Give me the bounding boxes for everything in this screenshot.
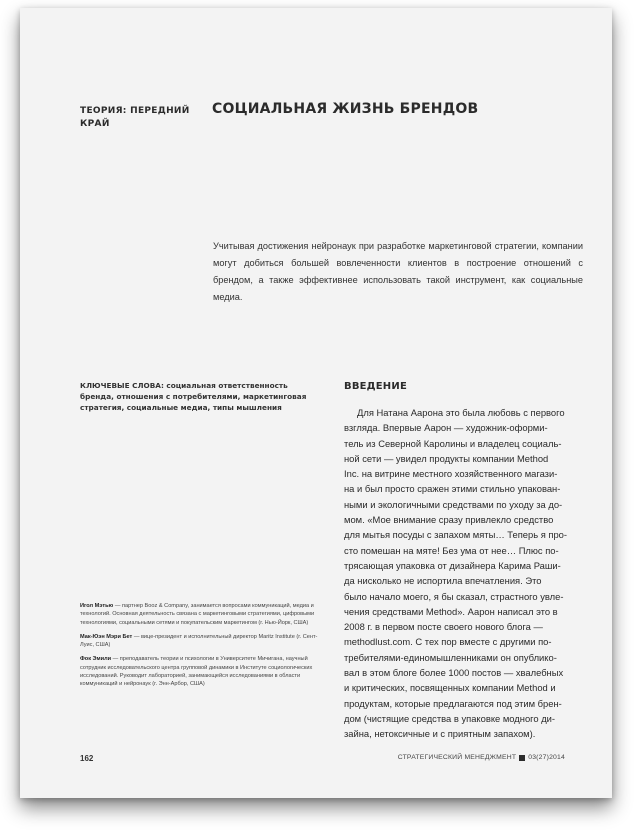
body-line: Inc. на витрине местного хозяйственного магази- xyxy=(344,468,558,480)
author-entry xyxy=(80,602,324,627)
author-bio: — вице-президент и исполнительный директор Maritz Institute (г. Сент-Луис, США) xyxy=(80,633,318,649)
author-entry xyxy=(80,655,324,688)
intro-heading: ВВЕДЕНИЕ xyxy=(344,381,407,392)
body-line: ной сети — увидел продукты компании Method xyxy=(344,452,549,464)
body-line: methodlust.com. С тех пор вместе с другими по- xyxy=(344,636,552,648)
body-line: вал в этом блоге более 1000 постов — хвалебных xyxy=(344,667,564,679)
body-line: мом. «Мое внимание сразу привлекло средство xyxy=(344,514,554,526)
author-name: Мак-Юэн Мэри Бет xyxy=(80,633,133,640)
body-line: да нисколько не испортила впечатления. Это xyxy=(344,575,542,587)
body-line: чения средствами Method». Аарон написал это в xyxy=(344,605,558,617)
keywords-text: социальная ответственность бренда, отношения с потребителями, маркетинговая стратегия, социальные медиа, типы мышления xyxy=(80,381,307,412)
intro-body xyxy=(344,405,588,742)
journal-name: СТРАТЕГИЧЕСКИЙ МЕНЕДЖМЕНТ xyxy=(397,754,517,761)
issue-number: 03(27)2014 xyxy=(528,754,565,761)
body-line: и критических, посвященных компании Method и xyxy=(344,682,556,694)
body-line: 2008 г. в первом посте своего нового блога — xyxy=(344,621,543,633)
square-bullet-icon xyxy=(519,755,525,761)
body-line: требителями-единомышленниками он опублико- xyxy=(344,651,557,663)
body-line: трясающая упаковка от дизайнера Карима Раши- xyxy=(344,559,561,571)
body-line: тель из Северной Каролины и владелец социаль- xyxy=(344,437,562,449)
author-bio: — преподаватель теории и психологии в Университете Мичигана, научный сотрудник исследовательского центра групповой динамики в Институте социологических исследований. Руководит лабораторией, занимающейся исследованиями в области коммуникаций и нейронаук (г. Энн-Арбор, США) xyxy=(80,656,313,688)
page-number: 162 xyxy=(80,754,94,763)
author-bio: — партнер Booz & Company, занимается вопросами коммуникаций, медиа и технологий. Основная деятельность связана с маркетинговыми стратегиями, цифровыми технологиями, социальными сетями и покупательским маркетингом (г. Нью-Йорк, США) xyxy=(80,603,315,626)
keywords-label: КЛЮЧЕВЫЕ СЛОВА: xyxy=(80,381,164,390)
body-line: Для Натана Аарона это была любовь с первого xyxy=(344,407,565,418)
body-line: на и был просто сражен этими стильно упакован- xyxy=(344,483,561,495)
body-line: ными и экологичными средствами по уходу за до- xyxy=(344,498,563,510)
section-label: ТЕОРИЯ: ПЕРЕДНИЙ КРАЙ xyxy=(80,106,190,129)
body-line: продуктам, которые предлагаются под этим брен- xyxy=(344,697,562,709)
lead-paragraph: Учитывая достижения нейронаук при разработке маркетинговой стратегии, компании могут добиться большей вовлеченности клиентов в построение отношений с брендом, а также эффективнее использовать такой инструмент, как социальные медиа. xyxy=(213,241,583,302)
author-entry xyxy=(80,633,324,650)
article-title: СОЦИАЛЬНАЯ ЖИЗНЬ БРЕНДОВ xyxy=(212,101,479,117)
body-line: было начало моего, я бы сказал, страстного увле- xyxy=(344,590,564,602)
body-line: дом (чистящие средства в упаковке модного ди- xyxy=(344,712,556,724)
body-line: взгляда. Впервые Аарон — художник-оформи- xyxy=(344,422,548,434)
body-line: для мытья посуды с запахом мяты… Теперь я про- xyxy=(344,529,568,541)
author-name: Фок Эмили xyxy=(80,656,112,663)
body-line: сто помешан на мяте! Без ума от нее… Плюс по- xyxy=(344,544,559,556)
author-name: Игол Мэтью xyxy=(80,603,114,609)
journal-footer xyxy=(398,754,565,761)
body-line: зайна, нетоксичные и с приятным запахом). xyxy=(344,728,536,740)
authors-block xyxy=(80,602,324,695)
journal-page xyxy=(20,8,612,798)
keywords-block xyxy=(80,380,320,413)
